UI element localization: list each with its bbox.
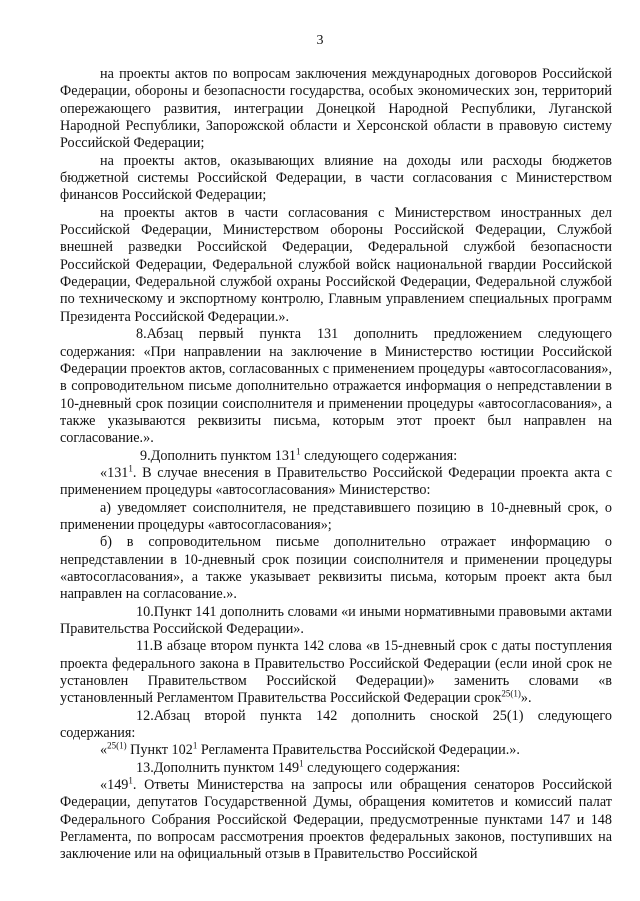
paragraph-text: Абзац первый пункта 131 дополнить предложением следующего содержания: «При направлении на заключение в Министерство юстиции Российской Федерации проектов актов, согласованных с применением процедуры «автосогласования», в сопроводительном письме дополнительно отражается информация о непредставлении в 10-дневный срок позиции соисполнителя и применении процедуры «автосогласования», а также указываются реквизиты письма, которым этот проект был направлен на согласование.». (60, 326, 612, 447)
superscript: 25(1) (501, 688, 521, 699)
paragraph-budget-acts: на проекты актов, оказывающих влияние на доходы или расходы бюджетов бюджетной системы Российской Федерации, в части согласования с Министерством финансов Российской Федерации; (60, 152, 612, 204)
superscript: 1 (296, 445, 301, 456)
item-number: 13. (136, 759, 154, 776)
paragraph-point-149-1 (60, 777, 612, 864)
item-number: 11. (136, 638, 154, 655)
item-number: 10. (136, 603, 154, 620)
document-body (60, 66, 612, 864)
paragraph-text: . В случае внесения в Правительство Российской Федерации проекта акта с применением процедуры «автосогласования» Министерство: (60, 464, 612, 499)
paragraph-item-10 (60, 604, 612, 639)
item-number: 9. (140, 447, 151, 464)
paragraph-ministries-approval: на проекты актов в части согласования с Министерством иностранных дел Российской Федерации, Министерством обороны Российской Федерации, Службой внешней разведки Российской Федерации, Федеральной службой безопасности Российской Федерации, Федеральной службой войск национальной гвардии Российской Федерации, Федеральной службой охраны Российской Федерации, Федеральной службой по техническому и экспортному контролю, Главным управлением специальных программ Президента Российской Федерации.». (60, 204, 612, 325)
paragraph-text: «149 (100, 777, 129, 794)
paragraph-subitem-b: б) в сопроводительном письме дополнительно отражает информацию о непредставлении в 10-дневный срок позиции соисполнителя и применении процедуры «автосогласования», а также указывает реквизиты письма, которым проект акта был направлен на согласование.». (60, 534, 612, 603)
superscript: 1 (128, 775, 133, 786)
paragraph-text: Регламента Правительства Российской Федерации.». (197, 742, 520, 759)
paragraph-item-8 (60, 326, 612, 447)
paragraph-text: Пункт 141 дополнить словами «и иными нормативными правовыми актами Правительства Российской Федерации». (60, 603, 612, 637)
paragraph-subitem-a: а) уведомляет соисполнителя, не представившего позицию в 10-дневный срок, о применении процедуры «автосогласования»; (60, 499, 612, 533)
paragraph-text: «131 (100, 464, 129, 481)
paragraph-text: Дополнить пунктом 149 (153, 759, 300, 776)
paragraph-item-9 (60, 445, 612, 465)
paragraph-text: Дополнить пунктом 131 (150, 447, 297, 464)
paragraph-text: Пункт 102 (126, 742, 193, 759)
paragraph-text: Абзац второй пункта 142 дополнить сноской 25(1) следующего содержания: (60, 707, 612, 742)
paragraph-text: следующего содержания: (303, 759, 461, 776)
paragraph-footnote-25-1 (60, 742, 612, 759)
paragraph-international-treaties: на проекты актов по вопросам заключения международных договоров Российской Федерации, обороны и безопасности государства, особых экономических зон, территорий опережающего развития, интеграции Донецкой Народной Республики, Луганской Народной Республики, Запорожской области и Херсонской области в правовую систему Российской Федерации; (60, 66, 612, 152)
paragraph-text: ». (520, 690, 532, 707)
paragraph-point-131-1 (60, 465, 612, 500)
superscript: 1 (299, 758, 304, 769)
item-number: 12. (136, 707, 154, 724)
superscript: 25(1) (107, 740, 127, 751)
paragraph-text: В абзаце втором пункта 142 слова «в 15-дневный срок с даты поступления проекта федерального закона в Правительство Российской Федерации (если иной срок не установлен Правительством Российской Федерации)» заменить словами «в установленный Регламентом Правительства Российской Федерации срок (60, 638, 612, 707)
paragraph-text: . Ответы Министерства на запросы или обращения сенаторов Российской Федерации, депутатов Государственной Думы, обращения комитетов и комиссий палат Федерального Собрания Российской Федерации, предусмотренные пунктами 147 и 148 Регламента, по вопросам рассмотрения проектов федеральных законов, поступивших на заключение или на официальный отзыв в Правительство Российской (60, 777, 612, 863)
paragraph-text: следующего содержания: (300, 447, 458, 464)
item-number: 8. (136, 326, 147, 343)
paragraph-text: « (100, 742, 108, 759)
superscript: 1 (128, 463, 133, 474)
paragraph-item-13 (60, 760, 612, 777)
paragraph-item-11 (60, 638, 612, 707)
page-number: 3 (316, 33, 324, 48)
paragraph-item-12 (60, 708, 612, 743)
superscript: 1 (192, 740, 198, 751)
